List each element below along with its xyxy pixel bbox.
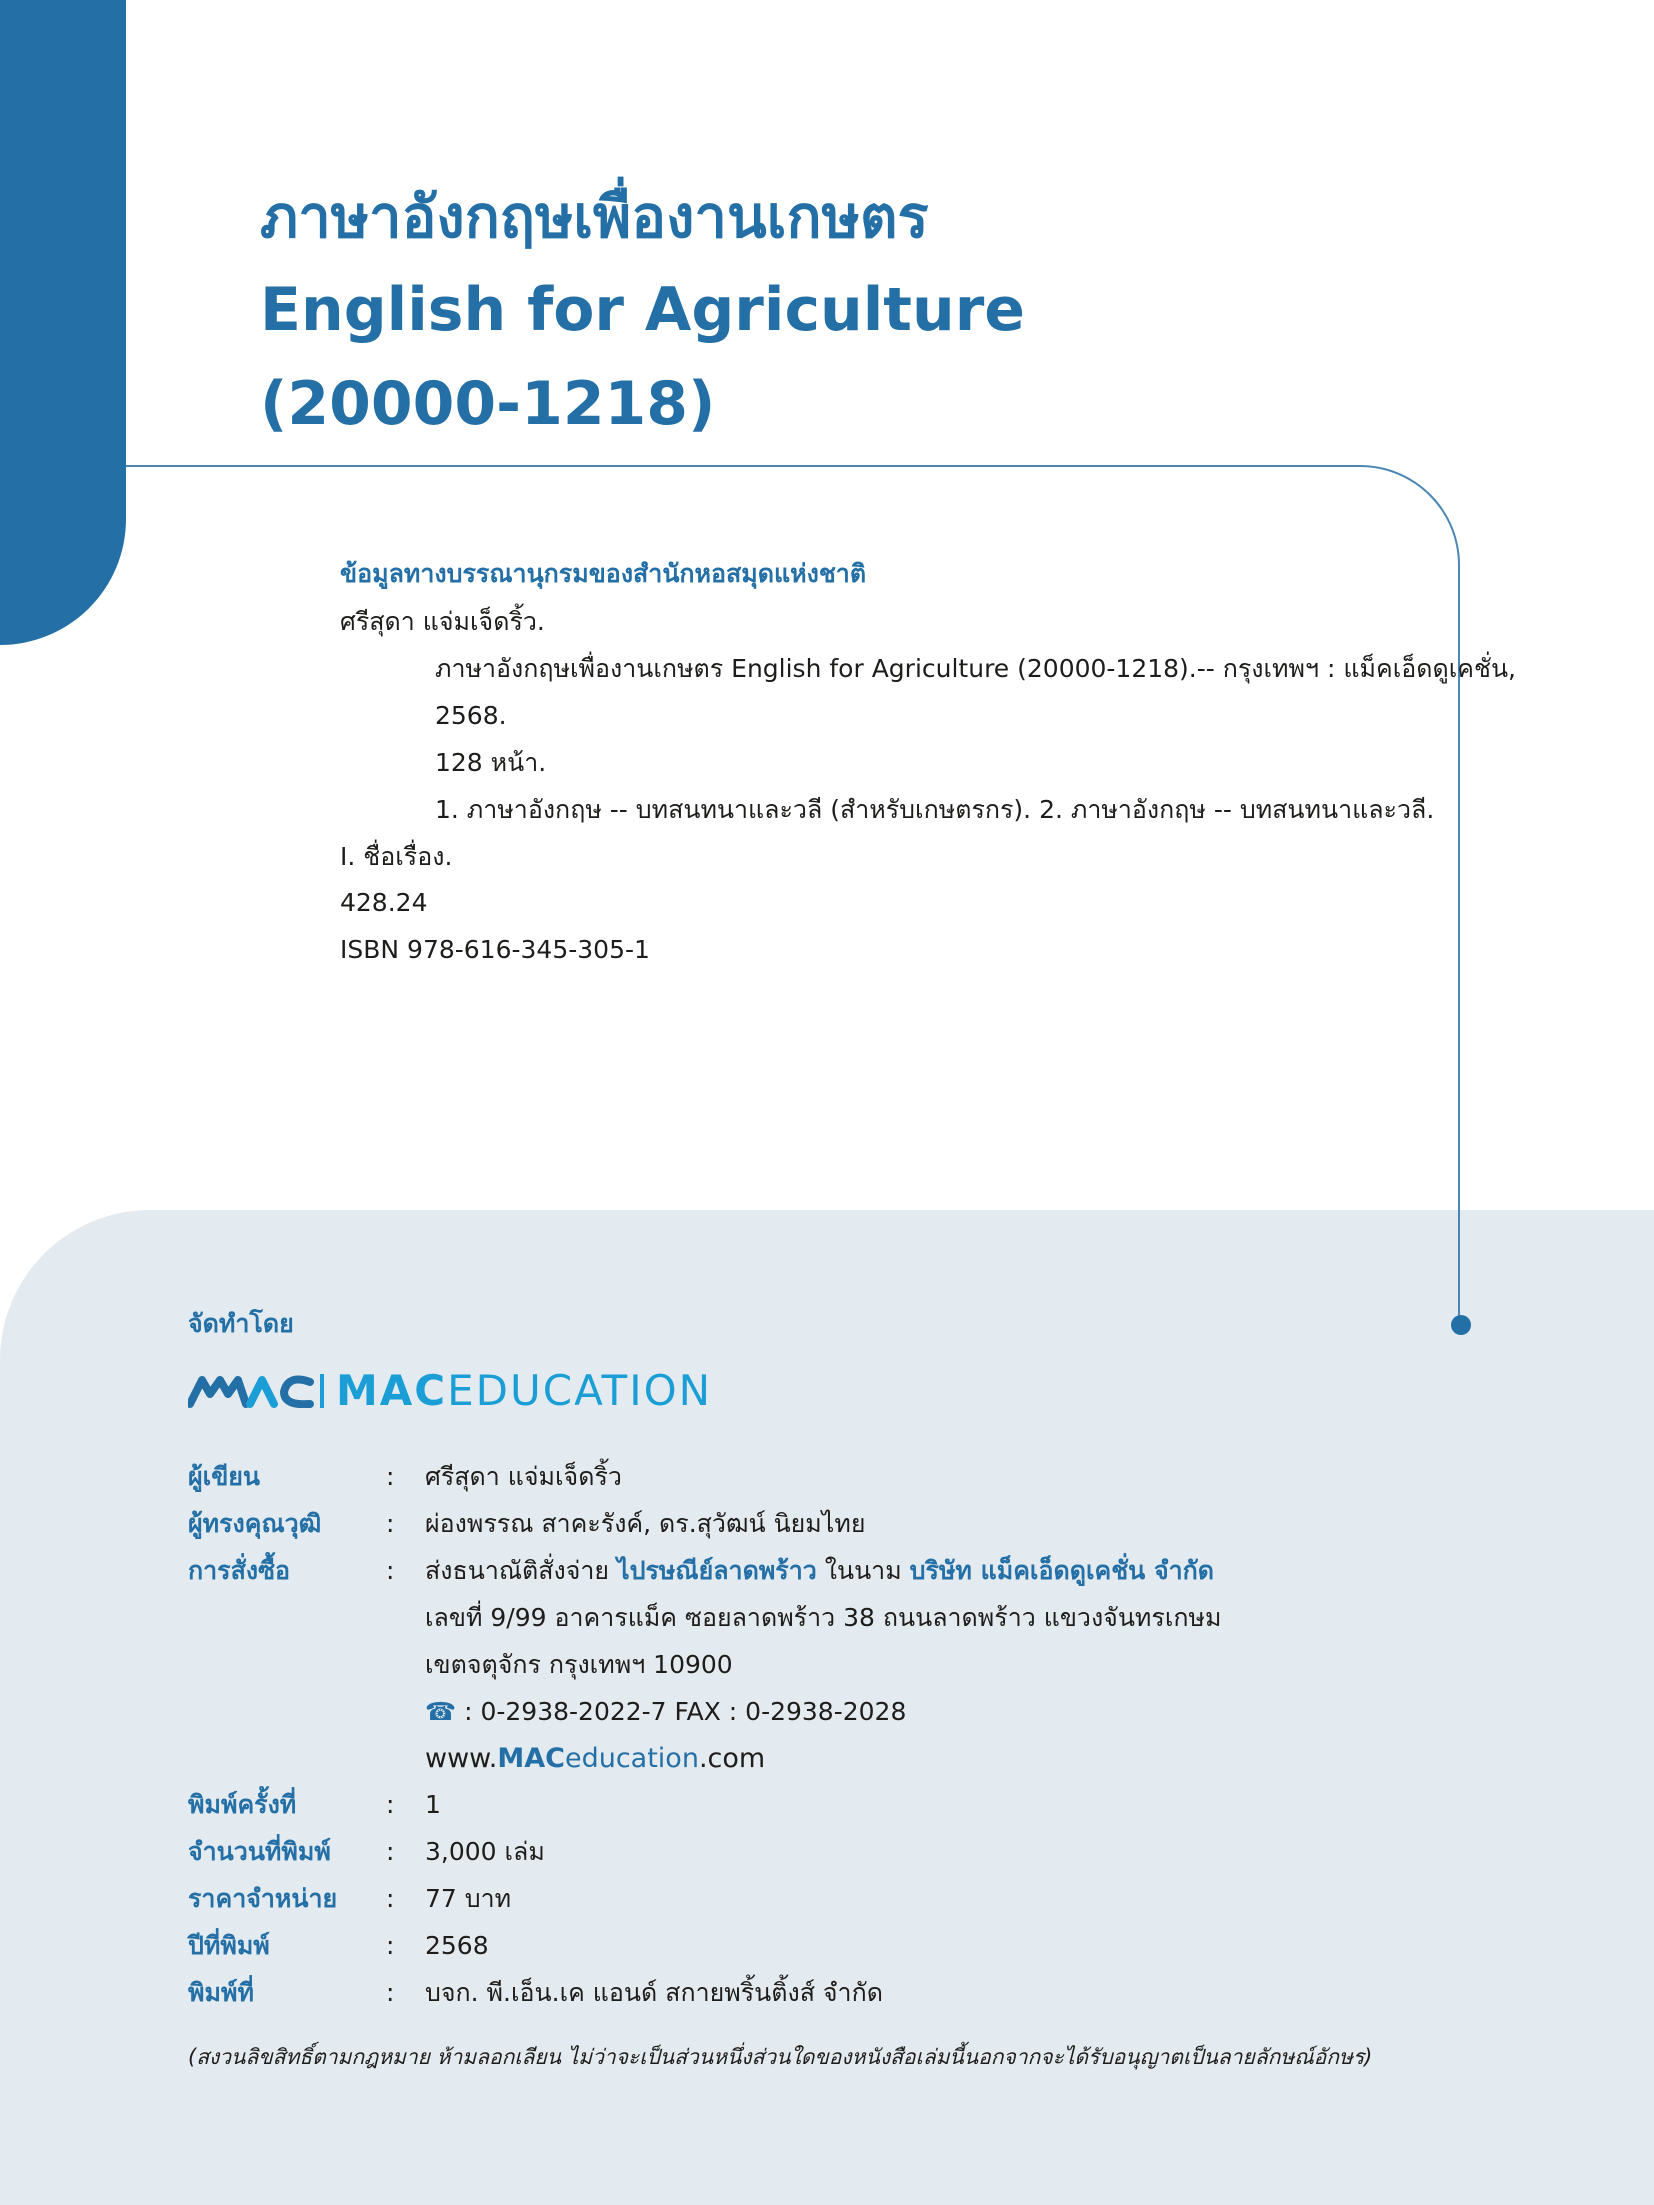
mac-swoosh-logo-icon <box>188 1374 318 1408</box>
course-code: (20000-1218) <box>260 369 716 439</box>
printer-value: บจก. พี.เอ็น.เค แอนด์ สกายพริ้นติ้งส์ จำกัด <box>425 1978 883 2007</box>
catalog-pages: 128 หน้า. <box>435 748 547 777</box>
catalog-isbn: ISBN 978-616-345-305-1 <box>340 935 650 964</box>
catalog-heading: ข้อมูลทางบรรณานุกรมของสำนักหอสมุดแห่งชาติ <box>340 559 867 588</box>
price-value: 77 บาท <box>425 1884 512 1913</box>
catalog-subjects: 1. ภาษาอังกฤษ -- บทสนทนาและวลี (สำหรับเกษตรกร). 2. ภาษาอังกฤษ -- บทสนทนาและวลี. <box>435 795 1435 824</box>
author-value: ศรีสุดา แจ่มเจ็ดริ้ว <box>425 1462 622 1491</box>
website-prefix: www. <box>425 1743 498 1774</box>
order-prefix: ส่งธนาณัติสั่งจ่าย <box>425 1556 610 1585</box>
colon: : <box>386 1790 395 1819</box>
colon: : <box>386 1978 395 2007</box>
address-line2: เขตจตุจักร กรุงเทพฯ 10900 <box>425 1650 733 1679</box>
logo-text <box>336 1366 713 1415</box>
order-post-office: ไปรษณีย์ลาดพร้าว <box>617 1556 817 1585</box>
colon: : <box>386 1509 395 1538</box>
logo-divider <box>318 1372 326 1410</box>
phone-fax <box>425 1699 906 1724</box>
edition-label: พิมพ์ครั้งที่ <box>188 1790 297 1819</box>
address-line1: เลขที่ 9/99 อาคารแม็ค ซอยลาดพร้าว 38 ถนนลาดพร้าว แขวงจันทรเกษม <box>425 1603 1222 1632</box>
catalog-entry-line1: ภาษาอังกฤษเพื่องานเกษตร English for Agriculture (20000-1218).-- กรุงเทพฯ : แม็คเอ็ดดูเคชั่น, <box>435 654 1516 683</box>
reviewer-label: ผู้ทรงคุณวุฒิ <box>188 1509 322 1538</box>
catalog-author: ศรีสุดา แจ่มเจ็ดริ้ว. <box>340 607 545 636</box>
phone-text: : 0-2938-2022-7 FAX : 0-2938-2028 <box>464 1697 907 1726</box>
colon: : <box>386 1837 395 1866</box>
edition-value: 1 <box>425 1790 441 1819</box>
colon: : <box>386 1884 395 1913</box>
website-mac: MAC <box>497 1743 565 1774</box>
left-blue-tab <box>0 0 126 645</box>
reviewer-value: ผ่องพรรณ สาคะรังค์, ดร.สุวัฒน์ นิยมไทย <box>425 1509 866 1538</box>
order-value <box>425 1558 1214 1583</box>
printer-label: พิมพ์ที่ <box>188 1978 254 2007</box>
logo-text-education: EDUCATION <box>447 1366 713 1415</box>
title-english: English for Agriculture <box>260 275 1025 345</box>
title-thai: ภาษาอังกฤษเพื่องานเกษตร <box>260 183 929 251</box>
made-by-label: จัดทำโดย <box>188 1309 294 1338</box>
catalog-classification: 428.24 <box>340 888 428 917</box>
website-edu: education <box>564 1743 699 1774</box>
logo-text-mac: MAC <box>336 1366 448 1415</box>
phone-icon: ☎ <box>425 1697 457 1726</box>
copies-label: จำนวนที่พิมพ์ <box>188 1837 331 1866</box>
colon: : <box>386 1462 395 1491</box>
year-value: 2568 <box>425 1931 489 1960</box>
mac-education-logo <box>188 1366 713 1415</box>
order-company: บริษัท แม็คเอ็ดดูเคชั่น จำกัด <box>909 1556 1215 1585</box>
order-mid: ในนาม <box>824 1556 902 1585</box>
colon: : <box>386 1556 395 1585</box>
price-label: ราคาจำหน่าย <box>188 1884 338 1913</box>
frame-dot-decoration <box>1451 1315 1471 1335</box>
year-label: ปีที่พิมพ์ <box>188 1931 270 1960</box>
author-label: ผู้เขียน <box>188 1462 261 1491</box>
frame-line-decoration <box>126 465 1460 1325</box>
copies-value: 3,000 เล่ม <box>425 1837 545 1866</box>
copyright-notice: (สงวนลิขสิทธิ์ตามกฎหมาย ห้ามลอกเลียน ไม่ว่าจะเป็นส่วนหนึ่งส่วนใดของหนังสือเล่มนี้นอกจากจะได้รับอนุญาตเป็นลายลักษณ์อักษร) <box>188 2045 1373 2069</box>
website <box>425 1745 765 1772</box>
catalog-title-entry: I. ชื่อเรื่อง. <box>340 842 453 871</box>
order-label: การสั่งซื้อ <box>188 1556 291 1585</box>
catalog-entry-line2: 2568. <box>435 701 507 730</box>
website-suffix: .com <box>698 1743 766 1774</box>
colon: : <box>386 1931 395 1960</box>
